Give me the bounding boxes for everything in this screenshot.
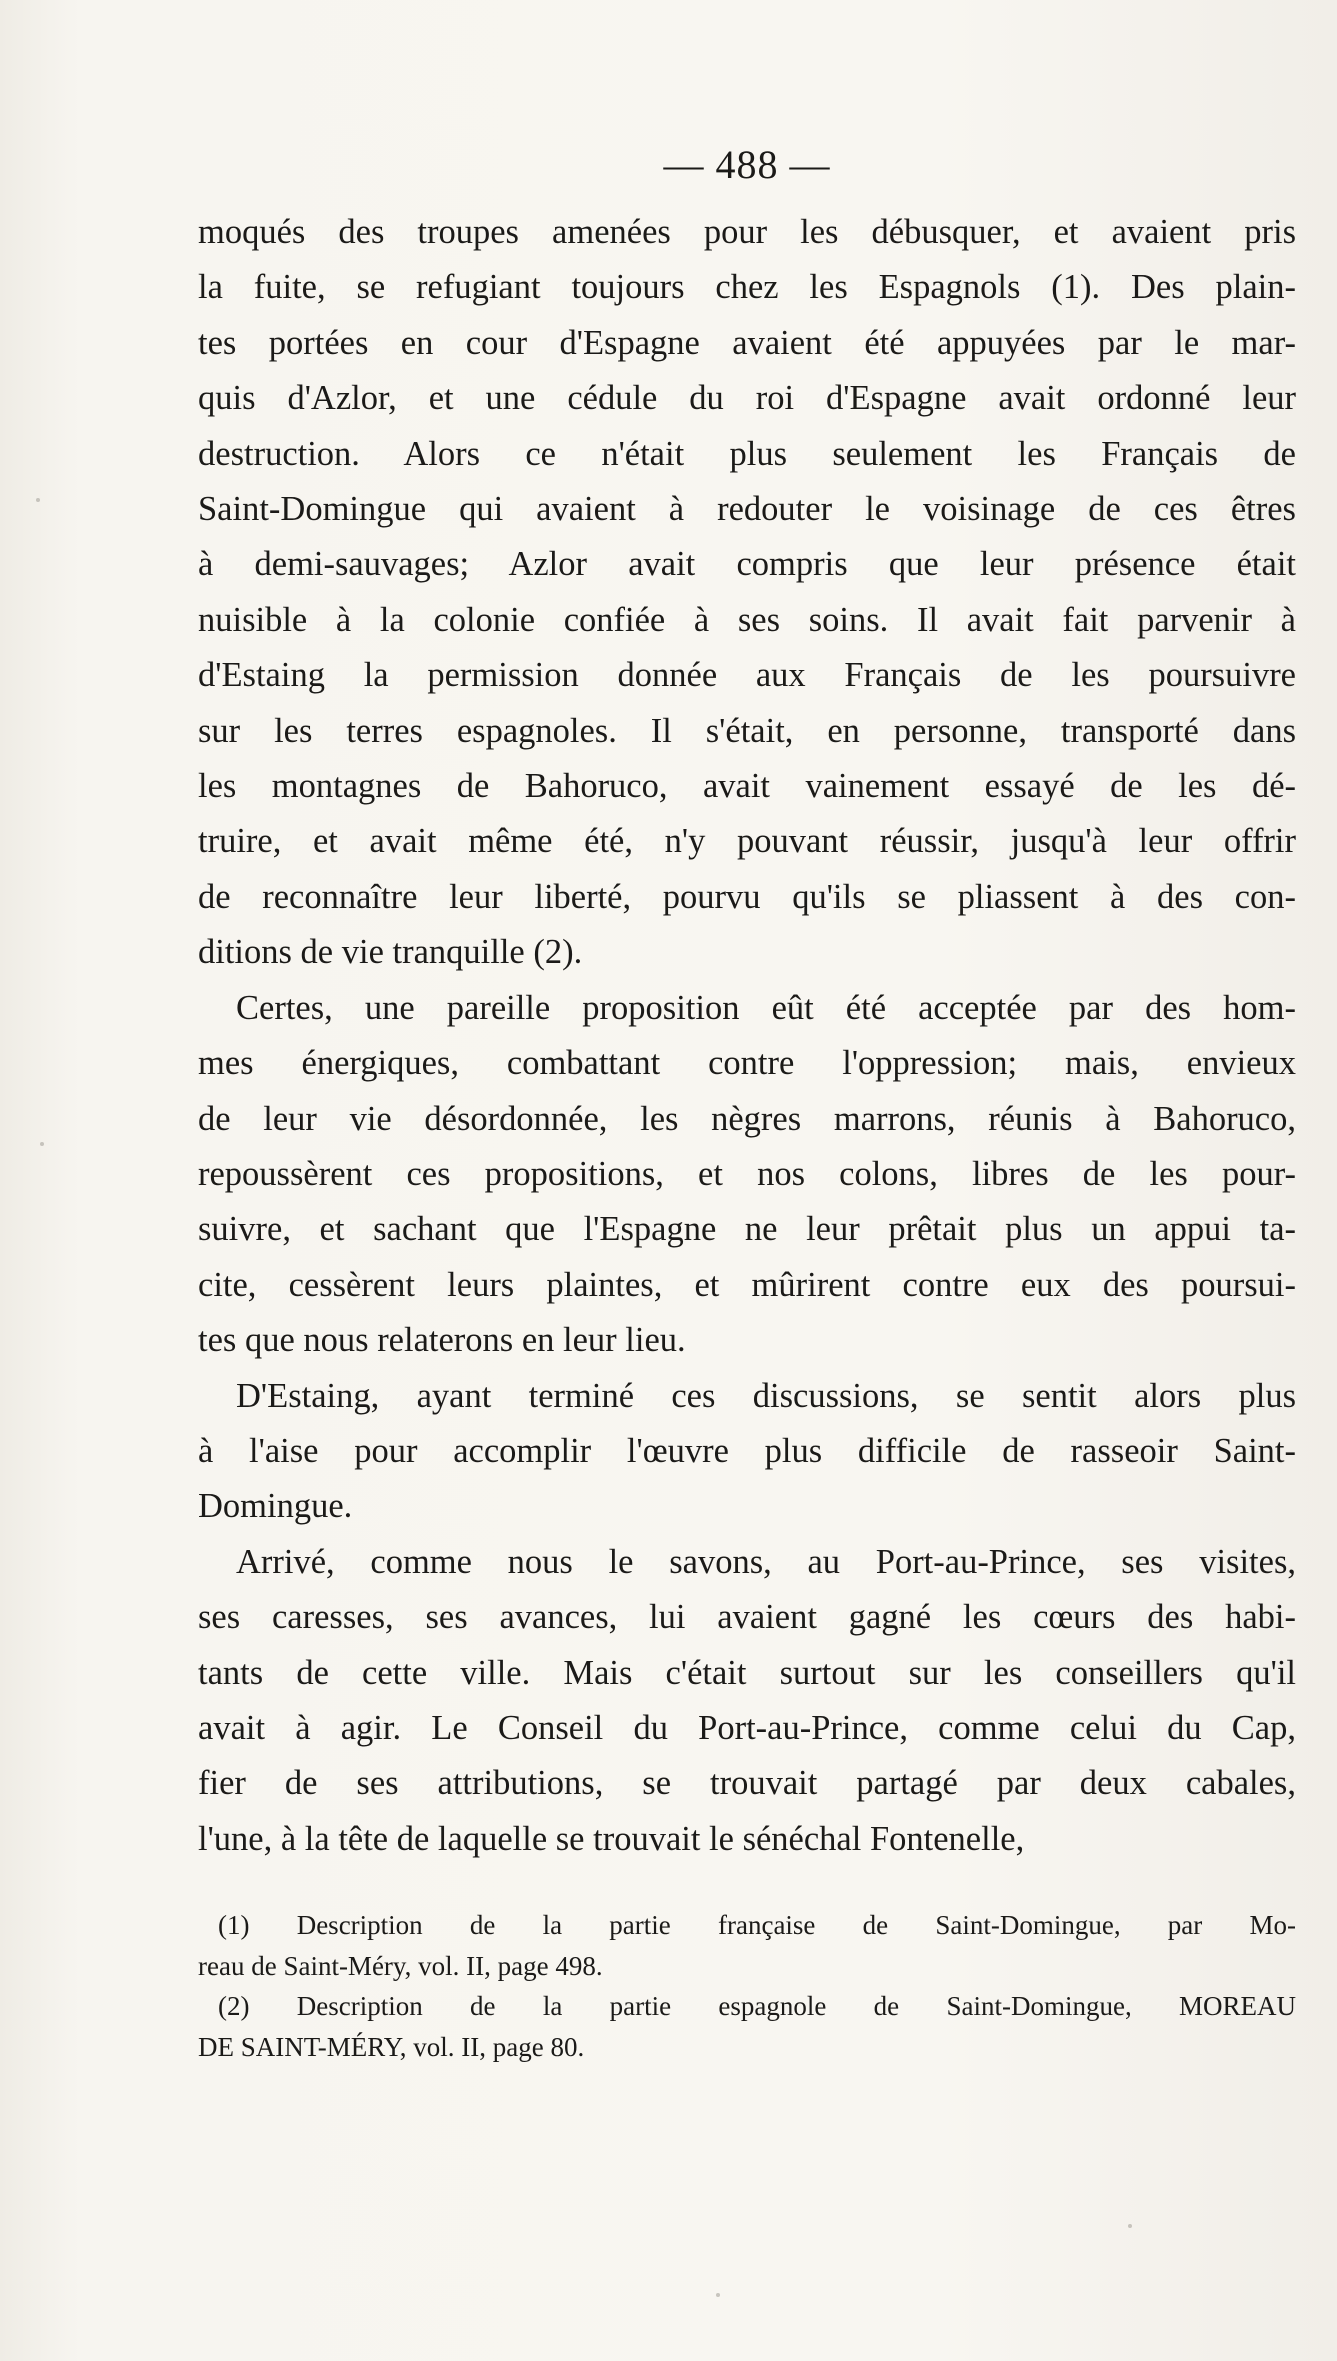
text-line: d'Estaing la permission donnée aux Français de les poursuivre (198, 656, 1296, 695)
text-line: tes portées en cour d'Espagne avaient été appuyées par le mar- (198, 323, 1296, 362)
text-line: Certes, une pareille proposition eût été acceptée par des hom- (236, 988, 1296, 1027)
footnote (198, 1986, 1296, 2067)
text-line: suivre, et sachant que l'Espagne ne leur prêtait plus un appui ta- (198, 1210, 1296, 1249)
footnote-line: (2) Description de la partie espagnole de Saint-Domingue, MOREAU (218, 1991, 1296, 2021)
text-block (198, 135, 1296, 1867)
text-line: tants de cette ville. Mais c'était surtout sur les conseillers qu'il (198, 1653, 1296, 1692)
text-line: destruction. Alors ce n'était plus seulement les Français de (198, 434, 1296, 473)
text-line: Arrivé, comme nous le savons, au Port-au-Prince, ses visites, (236, 1542, 1296, 1581)
body-text (198, 205, 1296, 1867)
text-line: moqués des troupes amenées pour les débusquer, et avaient pris (198, 213, 1296, 251)
footnote-line: DE SAINT-MÉRY, vol. II, page 80. (198, 2031, 585, 2062)
paragraph (198, 205, 1296, 981)
text-line: Domingue. (198, 1487, 353, 1526)
text-line: repoussèrent ces propositions, et nos colons, libres de les pour- (198, 1154, 1296, 1193)
paper-speck (716, 2293, 720, 2297)
text-line: les montagnes de Bahoruco, avait vainement essayé de les dé- (198, 767, 1296, 806)
page-number: — 488 — (663, 142, 831, 187)
text-line: nuisible à la colonie confiée à ses soins. Il avait fait parvenir à (198, 600, 1296, 639)
text-line: de reconnaître leur liberté, pourvu qu'ils se pliassent à des con- (198, 877, 1296, 916)
text-line: sur les terres espagnoles. Il s'était, en personne, transporté dans (198, 711, 1296, 750)
text-line: à l'aise pour accomplir l'œuvre plus difficile de rasseoir Saint- (198, 1431, 1296, 1470)
paragraph (198, 1369, 1296, 1535)
paragraph (198, 1535, 1296, 1867)
paper-speck (40, 1142, 44, 1146)
text-line: quis d'Azlor, et une cédule du roi d'Espagne avait ordonné leur (198, 379, 1296, 418)
text-line: avait à agir. Le Conseil du Port-au-Prince, comme celui du Cap, (198, 1708, 1296, 1747)
footnote (198, 1905, 1296, 1986)
paper-speck (36, 498, 40, 502)
footnotes (198, 1905, 1296, 2067)
text-line: ses caresses, ses avances, lui avaient gagné les cœurs des habi- (198, 1598, 1296, 1637)
footnote-line: reau de Saint-Méry, vol. II, page 498. (198, 1950, 603, 1981)
text-line: de leur vie désordonnée, les nègres marrons, réunis à Bahoruco, (198, 1099, 1296, 1138)
paragraph (198, 981, 1296, 1369)
paper-speck (1128, 2224, 1132, 2228)
text-line: D'Estaing, ayant terminé ces discussions, se sentit alors plus (236, 1376, 1296, 1415)
text-line: cite, cessèrent leurs plaintes, et mûrirent contre eux des poursui- (198, 1265, 1296, 1304)
text-line: mes énergiques, combattant contre l'oppression; mais, envieux (198, 1044, 1296, 1083)
text-line: ditions de vie tranquille (2). (198, 933, 583, 972)
text-line: à demi-sauvages; Azlor avait compris que leur présence était (198, 545, 1296, 584)
text-line: Saint-Domingue qui avaient à redouter le voisinage de ces êtres (198, 490, 1296, 529)
text-line: tes que nous relaterons en leur lieu. (198, 1321, 686, 1360)
footnote-line: (1) Description de la partie française de Saint-Domingue, par Mo- (218, 1910, 1296, 1940)
text-line: la fuite, se refugiant toujours chez les Espagnols (1). Des plain- (198, 268, 1296, 307)
text-line: l'une, à la tête de laquelle se trouvait le sénéchal Fontenelle, (198, 1819, 1025, 1858)
text-line: truire, et avait même été, n'y pouvant réussir, jusqu'à leur offrir (198, 822, 1296, 861)
text-line: fier de ses attributions, se trouvait partagé par deux cabales, (198, 1764, 1296, 1803)
